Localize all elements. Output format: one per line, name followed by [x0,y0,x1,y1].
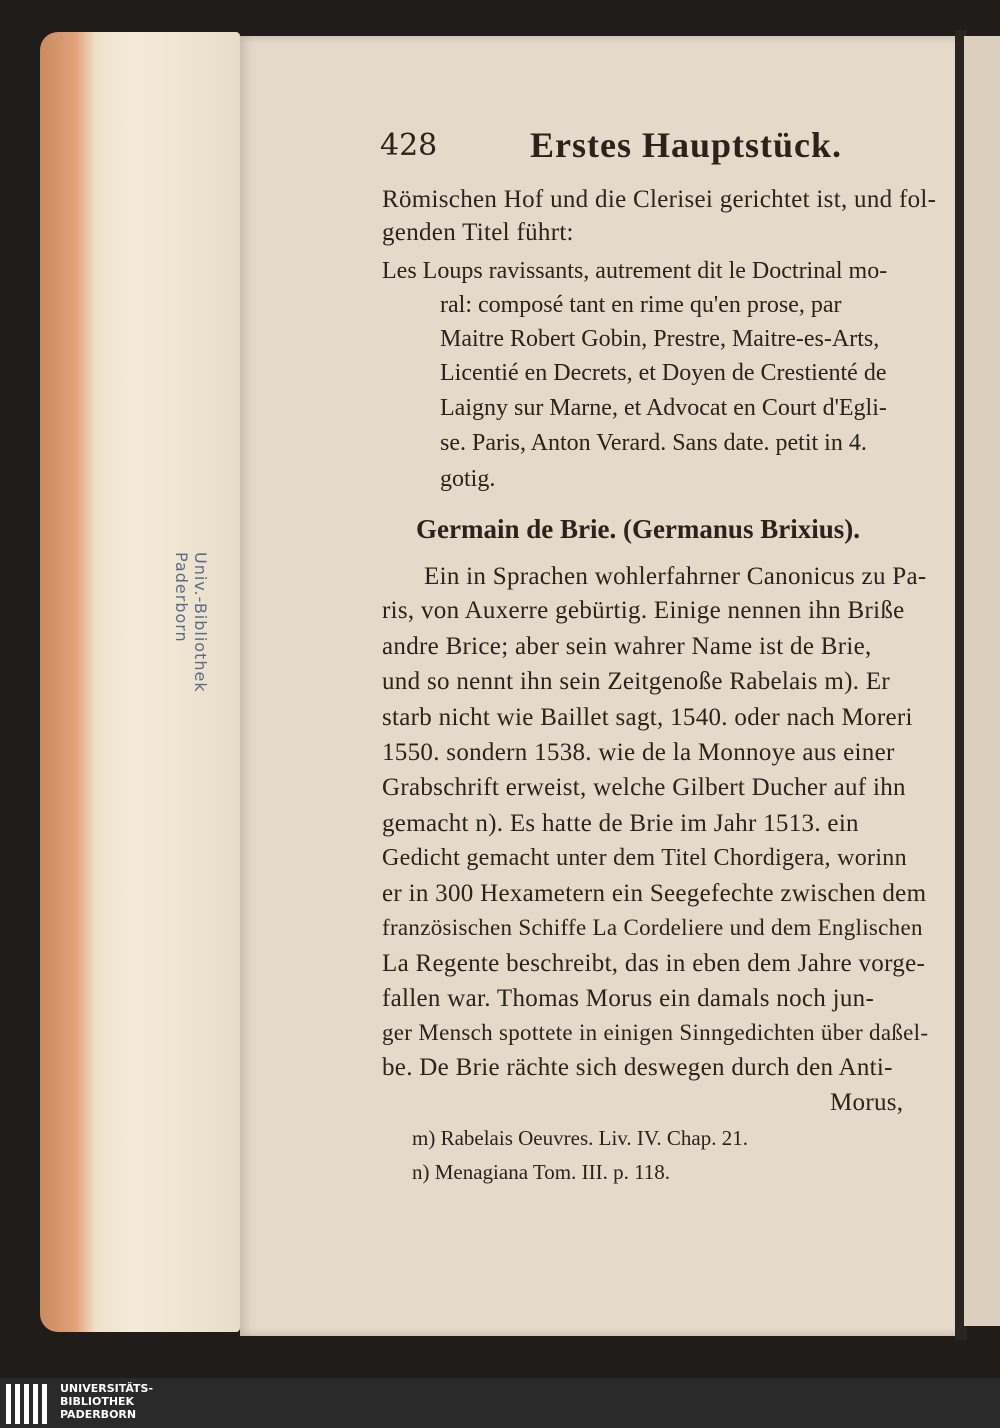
body-line: be. De Brie rächte sich deswegen durch den Anti- [382,1054,893,1081]
body-line: ger Mensch spottete in einigen Sinngedichten über daßel- [382,1020,929,1045]
section-heading: Germain de Brie. (Germanus Brixius). [416,514,860,544]
body-line: französischen Schiffe La Cordeliere und dem Englischen [382,915,923,940]
library-stamp: Univ.-Bibliothek Paderborn [172,552,210,693]
facing-page-edge [964,36,1000,1326]
body-line: gemacht n). Es hatte de Brie im Jahr 1513. ein [382,810,859,837]
body-line: andre Brice; aber sein wahrer Name ist de Brie, [382,633,872,660]
footer-line: PADERBORN [60,1408,137,1421]
footer-line: UNIVERSITÄTS- [60,1382,154,1395]
body-line: starb nicht wie Baillet sagt, 1540. oder nach Moreri [382,704,913,731]
body-line: ris, von Auxerre gebürtig. Einige nennen ihn Briße [382,597,905,624]
footnote: m) Rabelais Oeuvres. Liv. IV. Chap. 21. [412,1126,748,1150]
body-line: Les Loups ravissants, autrement dit le Doctrinal mo- [382,258,888,284]
body-line: Laigny sur Marne, et Advocat en Court d'Egli- [440,395,887,421]
footer-bar [0,1378,1000,1428]
body-line: Licentié en Decrets, et Doyen de Crestienté de [440,360,887,386]
body-line: Gedicht gemacht unter dem Titel Chordigera, worinn [382,845,907,871]
library-logo-icon [6,1384,54,1424]
body-line: La Regente beschreibt, das in eben dem Jahre vorge- [382,950,926,977]
running-title: Erstes Hauptstück. [530,125,843,165]
footnote: n) Menagiana Tom. III. p. 118. [412,1160,671,1184]
footer-library-name [60,1382,153,1421]
body-line: genden Titel führt: [382,219,574,246]
body-line: se. Paris, Anton Verard. Sans date. petit in 4. [440,430,867,456]
body-line: 1550. sondern 1538. wie de la Monnoye aus einer [382,739,895,766]
catchword: Morus, [830,1089,904,1116]
body-line: fallen war. Thomas Morus ein damals noch jun- [382,985,875,1012]
footer-line: BIBLIOTHEK [60,1395,135,1408]
body-line: er in 300 Hexametern ein Seegefechte zwischen dem [382,880,927,907]
body-line: Maitre Robert Gobin, Prestre, Maitre-es-Arts, [440,326,880,352]
body-line: gotig. [440,466,496,492]
body-line: Römischen Hof und die Clerisei gerichtet ist, und fol- [382,186,937,213]
page-number: 428 [380,128,438,163]
book-fore-edge [40,32,240,1332]
body-line: und so nennt ihn sein Zeitgenoße Rabelais m). Er [382,668,891,695]
body-line: Ein in Sprachen wohlerfahrner Canonicus zu Pa- [424,563,927,590]
page-header [380,124,940,174]
body-line: ral: composé tant en rime qu'en prose, par [440,292,842,318]
body-line: Grabschrift erweist, welche Gilbert Ducher auf ihn [382,774,906,801]
